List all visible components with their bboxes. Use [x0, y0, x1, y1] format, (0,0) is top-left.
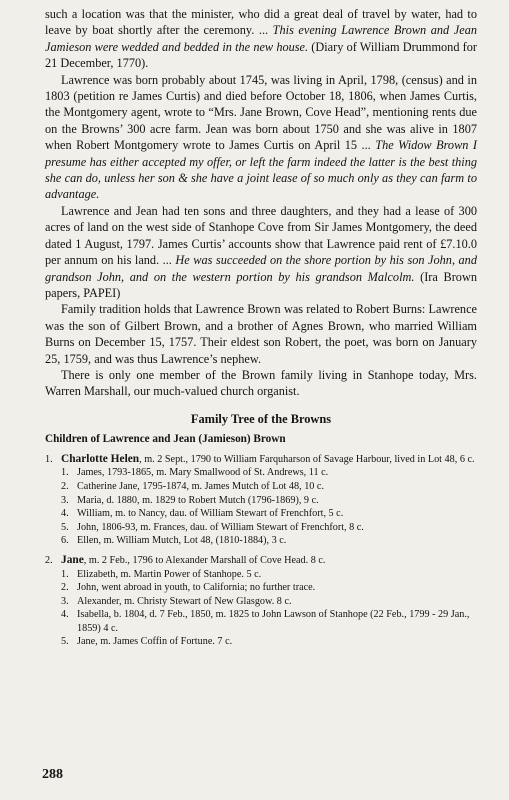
grandchild-number: 2.	[61, 582, 69, 594]
child-text	[61, 453, 477, 467]
text-span: (Diary of William Drummond for 21 December, 1770).	[45, 39, 477, 71]
child-entry	[45, 453, 477, 548]
grandchild-item	[61, 507, 477, 521]
grandchild-number: 4.	[61, 609, 69, 621]
grandchild-item	[61, 635, 477, 649]
text-span: Family tradition holds that Lawrence Brown was related to Robert Burns: Lawrence was the son of Gilbert Brown, and a brother of Agnes Brown, who married William Burns on December 15, 1757. Their eldest son Robert, the poet, was born on January 25, 1759, and was thus Lawrence’s nephew.	[45, 302, 477, 366]
grandchild-text: Alexander, m. Christy Stewart of New Glasgow. 8 c.	[77, 595, 292, 607]
child-detail: , m. 2 Feb., 1796 to Alexander Marshall of Cove Head. 8 c.	[83, 554, 326, 566]
grandchild-item	[61, 480, 477, 494]
child-text	[61, 554, 477, 568]
grandchild-item	[61, 581, 477, 595]
grandchild-text: Catherine Jane, 1795-1874, m. James Mutch of Lot 48, 10 c.	[77, 480, 324, 492]
paragraph-5	[45, 367, 477, 400]
grandchild-number: 2.	[61, 480, 69, 492]
child-heading	[45, 453, 477, 467]
grandchild-item	[61, 466, 477, 480]
succession-quote: He was succeeded on the shore portion by his son John, and grandson John, and on the western portion by his grandson Malcolm.	[45, 253, 477, 284]
grandchild-text: William, m. to Nancy, dau. of William Stewart of Frenchfort, 5 c.	[77, 508, 344, 520]
child-name: Charlotte Helen	[61, 452, 140, 465]
letter-quote: The Widow Brown I presume has either accepted my offer, or left the farm indeed the latter is the best thing she can do, unless her son & she have a joint lease of so much only as they can farm to advantage.	[45, 138, 477, 202]
paragraph-3	[45, 203, 477, 301]
children-list	[45, 453, 477, 649]
grandchild-text: Ellen, m. William Mutch, Lot 48, (1810-1884), 3 c.	[77, 535, 287, 547]
diary-quote: This evening Lawrence Brown and Jean Jamieson were wedded and bedded in the new house.	[45, 23, 477, 54]
paragraph-2	[45, 72, 477, 203]
grandchild-text: Elizabeth, m. Martin Power of Stanhope. 5 c.	[77, 568, 262, 580]
child-number: 1.	[45, 453, 53, 465]
grandchild-text: Maria, d. 1880, m. 1829 to Robert Mutch (1796-1869), 9 c.	[77, 494, 319, 506]
grandchild-number: 1.	[61, 467, 69, 479]
child-detail: , m. 2 Sept., 1790 to William Farquharson of Savage Harbour, lived in Lot 48, 6 c.	[139, 453, 475, 465]
text-span: such a location was that the minister, who did a great deal of travel by water, had to leave by boat shortly after the ceremony. ...	[45, 7, 477, 38]
family-tree-subtitle: Children of Lawrence and Jean (Jamieson) Brown	[45, 432, 286, 445]
grandchild-item	[61, 521, 477, 535]
grandchild-text: Isabella, b. 1804, d. 7 Feb., 1850, m. 1825 to John Lawson of Stanhope (22 Feb., 1799 - 29 Jan., 1859) 4 c.	[77, 609, 470, 634]
child-number: 2.	[45, 554, 53, 566]
grandchild-text: James, 1793-1865, m. Mary Smallwood of St. Andrews, 11 c.	[77, 467, 329, 479]
grandchild-item	[61, 595, 477, 609]
grandchild-number: 3.	[61, 494, 69, 506]
paragraph-4	[45, 301, 477, 367]
grandchild-number: 1.	[61, 568, 69, 580]
family-tree-title: Family Tree of the Browns	[190, 411, 332, 426]
grandchild-number: 6.	[61, 535, 69, 547]
page-number: 288	[42, 767, 63, 782]
grandchild-number: 3.	[61, 595, 69, 607]
page-content	[45, 0, 477, 649]
grandchild-item	[61, 494, 477, 508]
grandchild-number: 5.	[61, 636, 69, 648]
child-entry	[45, 554, 477, 649]
text-span: Lawrence and Jean had ten sons and three daughters, and they had a lease of 300 acres of land on the west side of Stanhope Cove from Sir James Montgomery, the deed dated 1 August, 1797. James Curtis’ accounts show that Lawrence paid rent of £7.10.0 per annum on his land. ...	[45, 203, 477, 268]
text-span: Lawrence was born probably about 1745, was living in April, 1798, (census) and in 1803 (petition re James Curtis) and died before October 18, 1806, when James Curtis, the Montgomery agent, wrote to “Mrs. Jane Brown, Cove Head”, mentioning rents due on the Browns’ 300 acre farm. Jean was born about 1750 and she was alive in 1807 when Robert Montgomery wrote to James Curtis on April 15 ...	[45, 72, 477, 153]
child-heading	[45, 554, 477, 568]
grandchild-text: John, went abroad in youth, to California; no further trace.	[77, 582, 316, 594]
grandchild-item	[61, 608, 477, 635]
paragraph-1	[45, 6, 477, 72]
grandchild-item	[61, 534, 477, 548]
grandchild-text: Jane, m. James Coffin of Fortune. 7 c.	[77, 636, 233, 648]
text-span: (Ira Brown papers, PAPEI)	[45, 269, 477, 300]
grandchild-item	[61, 568, 477, 582]
grandchild-number: 4.	[61, 508, 69, 520]
text-span: There is only one member of the Brown family living in Stanhope today, Mrs. Warren Marshall, our much-valued church organist.	[45, 367, 477, 399]
grandchild-number: 5.	[61, 521, 69, 533]
grandchild-text: John, 1806-93, m. Frances, dau. of William Stewart of Frenchfort, 8 c.	[77, 521, 364, 533]
child-name: Jane	[61, 553, 84, 566]
